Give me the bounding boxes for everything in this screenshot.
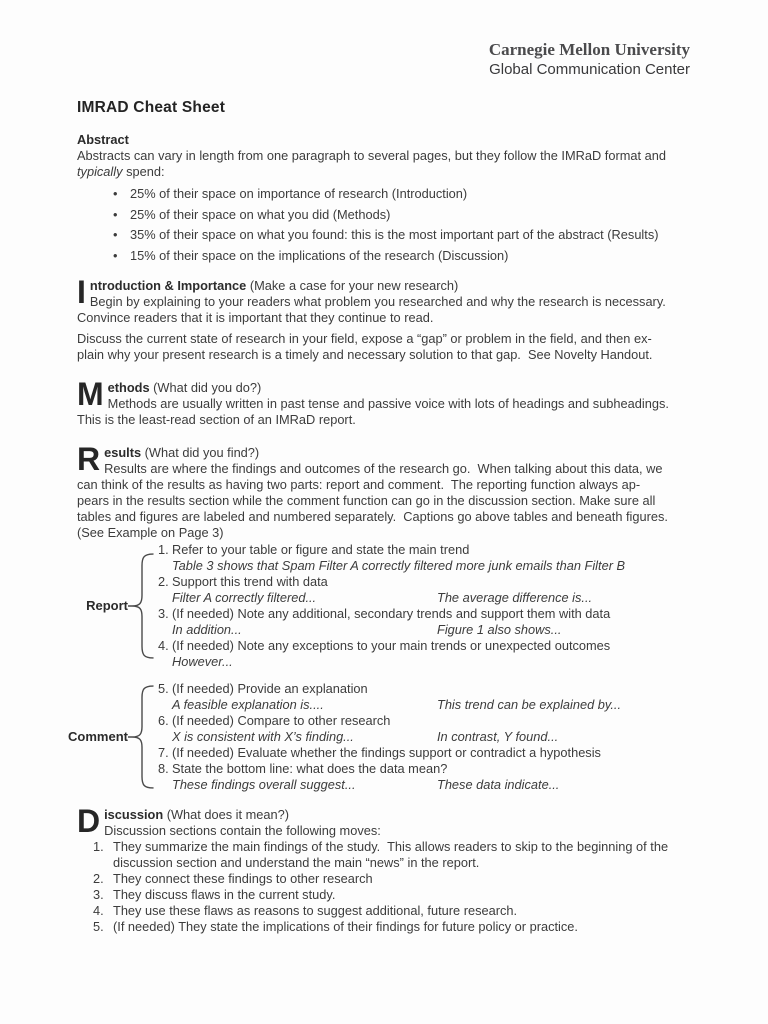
introduction-heading-bold: ntroduction & Importance: [89, 277, 247, 293]
list-item: [77, 903, 728, 919]
list-item: [77, 919, 728, 935]
report-label: Report: [86, 597, 128, 613]
curly-brace-icon: [128, 553, 154, 659]
item-text: They use these flaws as reasons to suggest additional, future research.: [113, 902, 518, 918]
item-example: [158, 558, 625, 574]
bullet-text: • 25% of their space on what you did (Methods): [130, 206, 391, 222]
item-text: (If needed) Provide an explanation: [172, 680, 368, 696]
section-results: [77, 440, 728, 541]
example-text-right: This trend can be explained by...: [437, 696, 622, 712]
page-title: IMRAD Cheat Sheet: [77, 99, 226, 116]
comment-items: [154, 681, 621, 793]
item-number: 4.: [93, 902, 104, 918]
item-number: 6.: [158, 712, 169, 728]
letterhead: [0, 0, 690, 80]
bullet-item: [77, 207, 728, 223]
university-wordmark: Carnegie Mellon University: [488, 40, 690, 59]
item-text: (If needed) Note any exceptions to your main trends or unexpected outcomes: [172, 637, 611, 653]
example-text-right: These data indicate...: [437, 776, 560, 792]
item-example: [158, 622, 625, 638]
item-number: 1.: [158, 541, 169, 557]
item-example: [158, 729, 621, 745]
item-example: [158, 697, 621, 713]
item-number: 7.: [158, 744, 169, 760]
results-heading-bold: esults: [104, 444, 142, 460]
item-number: 4.: [158, 637, 169, 653]
item-text: (If needed) Evaluate whether the findings support or contradict a hypothesis: [172, 744, 601, 760]
example-text: However...: [172, 653, 233, 669]
methods-line: This is the least-read section of an IMRaD report.: [77, 411, 356, 427]
item-number: 5.: [93, 918, 104, 934]
item-text: They discuss flaws in the current study.: [113, 886, 336, 902]
item-text: discussion section and understand the main “news” in the report.: [113, 854, 480, 870]
item-number: 8.: [158, 760, 169, 776]
list-item: [77, 839, 728, 871]
item-number: 2.: [158, 573, 169, 589]
item-text: Refer to your table or figure and state the main trend: [172, 541, 470, 557]
report-brace: [128, 553, 154, 659]
item-number: 3.: [158, 605, 169, 621]
discussion-heading: [77, 807, 728, 823]
item-number: 1.: [93, 838, 104, 854]
dropcap-d: D: [77, 802, 100, 839]
item-example: [158, 590, 625, 606]
item-text: They summarize the main findings of the study. This allows readers to skip to the beginning of the: [113, 838, 669, 854]
list-item: [77, 871, 728, 887]
discussion-intro: Discussion sections contain the following moves:: [104, 822, 381, 838]
item-text: (If needed) Compare to other research: [172, 712, 391, 728]
section-introduction: [77, 273, 728, 363]
curly-brace-icon: [128, 685, 154, 789]
item-text: (If needed) Note any additional, secondary trends and support them with data: [172, 605, 611, 621]
report-items: [154, 542, 625, 670]
example-text-left: A feasible explanation is....: [172, 696, 324, 712]
section-methods: [77, 375, 728, 428]
example-text-left: These findings overall suggest...: [172, 776, 356, 792]
discussion-heading-paren: (What does it mean?): [163, 806, 290, 822]
list-item: [158, 713, 621, 729]
section-discussion: [77, 802, 728, 935]
section-abstract: [77, 132, 728, 264]
results-line: Results are where the findings and outcomes of the research go. When talking about this data, we: [104, 460, 663, 476]
abstract-paragraph-line: [77, 164, 728, 180]
comment-group: [60, 681, 768, 793]
introduction-line: Begin by explaining to your readers what problem you researched and why the research is necessary.: [89, 293, 666, 309]
results-heading: [77, 445, 728, 461]
example-text-right: Figure 1 also shows...: [437, 621, 562, 637]
example-text-left: X is consistent with X’s finding...: [172, 728, 354, 744]
example-text-right: The average difference is...: [437, 589, 593, 605]
dropcap-r: R: [77, 440, 100, 477]
dropcap-m: M: [77, 375, 103, 412]
bullet-text: • 35% of their space on what you found: this is the most important part of the abstract (Results): [130, 227, 659, 242]
list-item: [158, 542, 625, 558]
item-example: [158, 654, 625, 670]
methods-heading-paren: (What did you do?): [149, 379, 262, 395]
item-text: (If needed) They state the implications of their findings for future policy or practice.: [113, 918, 578, 934]
abstract-italic-word: typically: [77, 164, 123, 179]
introduction-line: plain why your present research is a timely and necessary solution to that gap. See Novelty Handout.: [77, 346, 653, 362]
item-text: Support this trend with data: [172, 573, 328, 589]
bullet-item: [77, 227, 728, 243]
results-line: (See Example on Page 3): [77, 524, 224, 540]
dropcap-i: I: [77, 273, 85, 310]
methods-line: Methods are usually written in past tense and passive voice with lots of headings and subheadings.: [107, 395, 669, 411]
item-text: They connect these findings to other research: [113, 870, 373, 886]
methods-heading: [77, 380, 728, 396]
bullet-text: • 15% of their space on the implications of the research (Discussion): [130, 247, 509, 263]
example-text: Table 3 shows that Spam Filter A correctly filtered more junk emails than Filter B: [172, 557, 626, 573]
results-line: pears in the results section while the comment function can go in the discussion section. Make sure all: [77, 492, 656, 508]
comment-label: Comment: [68, 728, 128, 744]
discussion-list: [77, 839, 728, 935]
introduction-line: Discuss the current state of research in your field, expose a “gap” or problem in the field, and then ex-: [77, 330, 652, 346]
item-lines: [113, 839, 668, 871]
abstract-heading: Abstract: [77, 132, 129, 147]
report-group: [60, 542, 768, 670]
list-item: [158, 681, 621, 697]
list-item: [158, 638, 625, 654]
center-name: Global Communication Center: [489, 61, 690, 78]
bullet-item: [77, 248, 728, 264]
introduction-heading-paren: (Make a case for your new research): [246, 277, 459, 293]
results-line: can think of the results as having two parts: report and comment. The reporting function always ap-: [77, 476, 641, 492]
introduction-heading: [77, 278, 728, 294]
results-line: tables and figures are labeled and numbered separately. Captions go above tables and beneath figures.: [77, 508, 668, 524]
document-body: [77, 132, 728, 541]
example-text-right: In contrast, Y found...: [437, 728, 559, 744]
bullet-item: [77, 186, 728, 202]
methods-heading-bold: ethods: [107, 379, 150, 395]
abstract-paragraph-line: Abstracts can vary in length from one paragraph to several pages, but they follow the IMRaD format and: [77, 148, 666, 163]
example-text-left: In addition...: [172, 621, 242, 637]
item-number: 3.: [93, 886, 104, 902]
item-number: 2.: [93, 870, 104, 886]
comment-brace: [128, 685, 154, 789]
abstract-line-rest: spend:: [122, 164, 165, 179]
list-item: [158, 606, 625, 622]
results-heading-paren: (What did you find?): [141, 444, 260, 460]
list-item: [77, 887, 728, 903]
list-item: [158, 761, 621, 777]
list-item: [158, 574, 625, 590]
bullet-text: • 25% of their space on importance of research (Introduction): [130, 186, 468, 201]
discussion-heading-bold: iscussion: [104, 806, 164, 822]
example-text-left: Filter A correctly filtered...: [172, 589, 317, 605]
item-number: 5.: [158, 680, 169, 696]
list-item: [158, 745, 621, 761]
item-text: State the bottom line: what does the data mean?: [172, 760, 448, 776]
introduction-line: Convince readers that it is important that they continue to read.: [77, 309, 434, 325]
abstract-bullet-list: [77, 186, 728, 264]
item-example: [158, 777, 621, 793]
